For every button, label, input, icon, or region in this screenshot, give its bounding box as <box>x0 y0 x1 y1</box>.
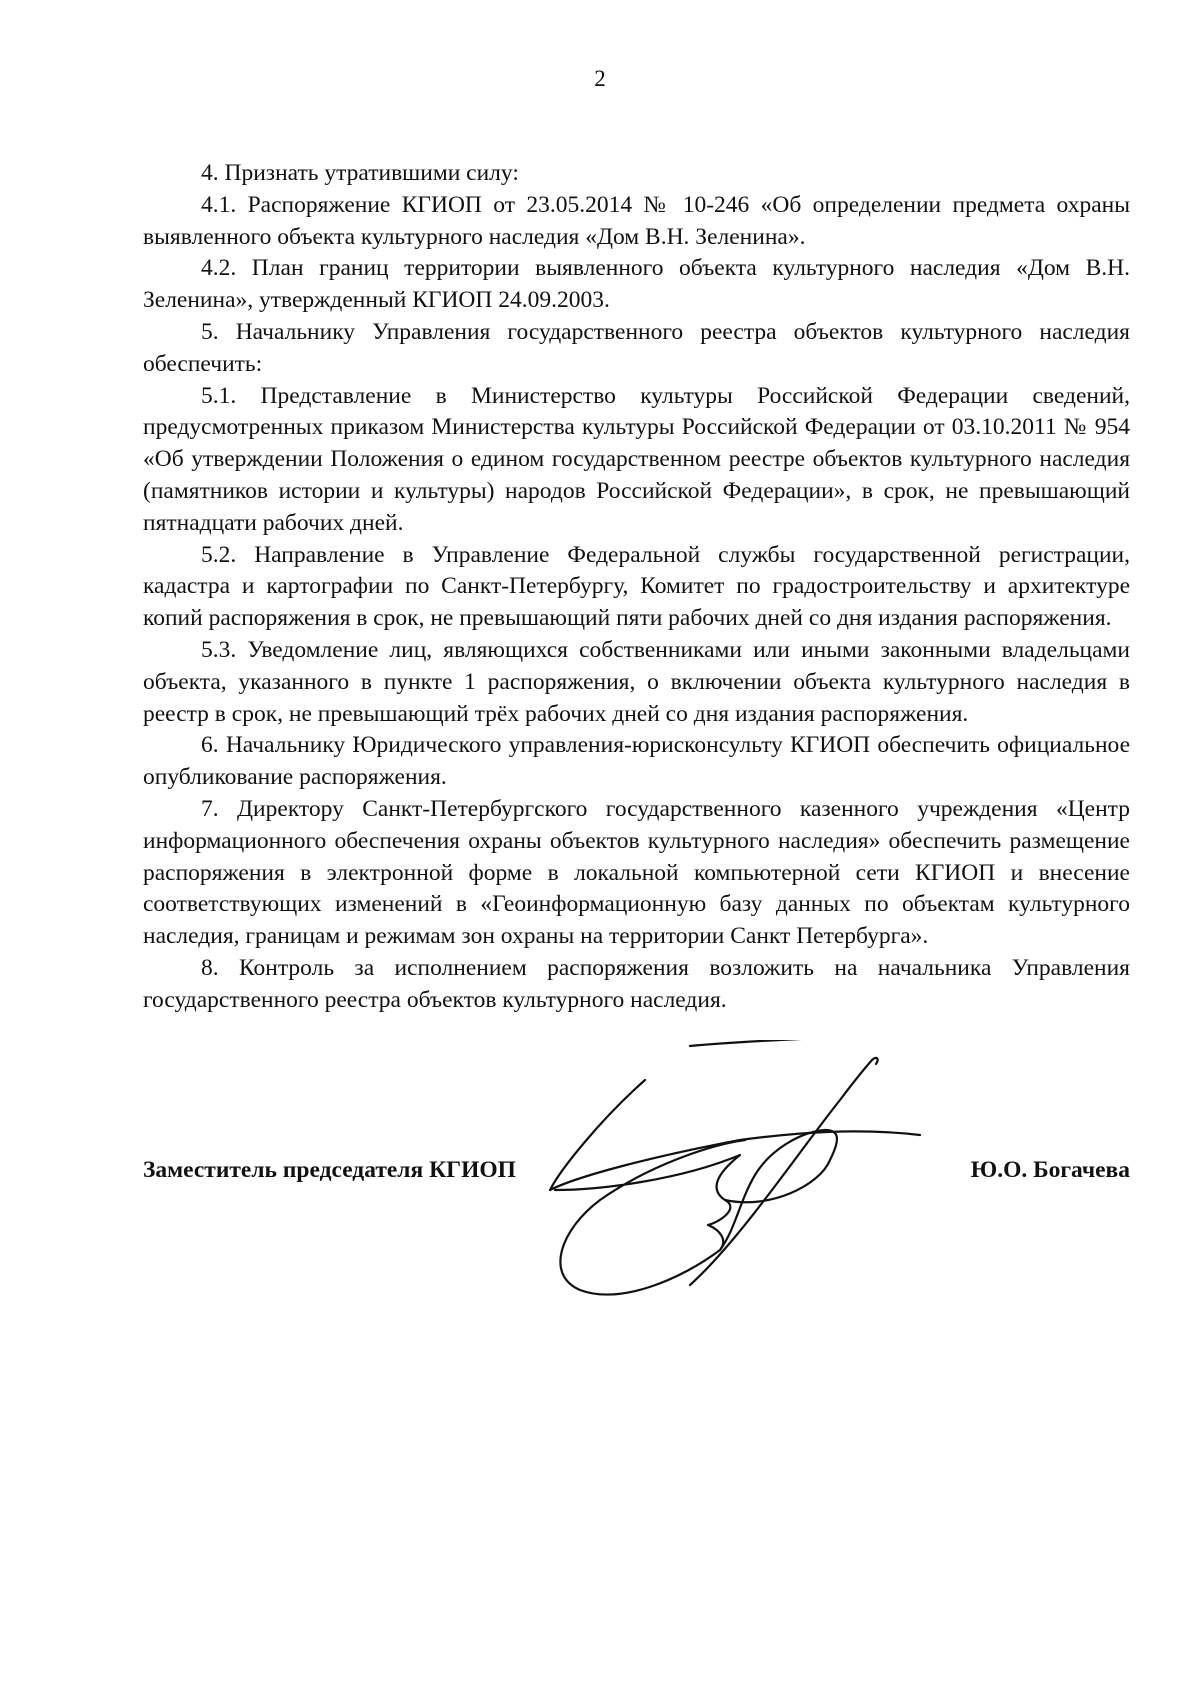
paragraph-6: 6. Начальнику Юридического управления-юрисконсульту КГИОП обеспечить официальное опубликование распоряжения. <box>143 732 1130 791</box>
signatory-name: Ю.О. Богачева <box>970 1157 1130 1183</box>
handwritten-signature <box>540 1040 940 1310</box>
paragraph-5-1: 5.1. Представление в Министерство культуры Российской Федерации сведений, предусмотренных приказом Министерства культуры Российской Федерации от 03.10.2011 № 954 «Об утверждении Положения о едином государственном реестре объектов культурного наследия (памятников истории и культуры) народов Российской Федерации», в срок, не превышающий пятнадцати рабочих дней. <box>143 382 1130 536</box>
paragraph-4: 4. Признать утратившими силу: <box>201 160 519 186</box>
paragraph-5-3: 5.3. Уведомление лиц, являющихся собственниками или иными законными владельцами объекта, указанного в пункте 1 распоряжения, о включении объекта культурного наследия в реестр в срок, не превышающий трёх рабочих дней со дня издания распоряжения. <box>143 636 1130 727</box>
page-number: 2 <box>594 66 606 91</box>
paragraph-8: 8. Контроль за исполнением распоряжения возложить на начальника Управления государственного реестра объектов культурного наследия. <box>143 954 1130 1013</box>
paragraph-5: 5. Начальнику Управления государственного реестра объектов культурного наследия обеспечить: <box>143 318 1130 377</box>
document-body <box>143 158 1130 1017</box>
paragraph-7: 7. Директору Санкт-Петербургского государственного казенного учреждения «Центр информационного обеспечения охраны объектов культурного наследия» обеспечить размещение распоряжения в электронной форме в локальной компьютерной сети КГИОП и внесение соответствующих изменений в «Геоинформационную базу данных по объектам культурного наследия, границам и режимам зон охраны на территории Санкт Петербурга». <box>143 795 1130 950</box>
signatory-title: Заместитель председателя КГИОП <box>143 1157 516 1183</box>
paragraph-4-2: 4.2. План границ территории выявленного объекта культурного наследия «Дом В.Н. Зеленина», утвержденный КГИОП 24.09.2003. <box>143 255 1130 314</box>
paragraph-4-1: 4.1. Распоряжение КГИОП от 23.05.2014 № 10-246 «Об определении предмета охраны выявленного объекта культурного наследия «Дом В.Н. Зеленина». <box>143 191 1130 250</box>
paragraph-5-2: 5.2. Направление в Управление Федеральной службы государственной регистрации, кадастра и картографии по Санкт-Петербургу, Комитет по градостроительству и архитектуре копий распоряжения в срок, не превышающий пяти рабочих дней со дня издания распоряжения. <box>143 541 1130 632</box>
